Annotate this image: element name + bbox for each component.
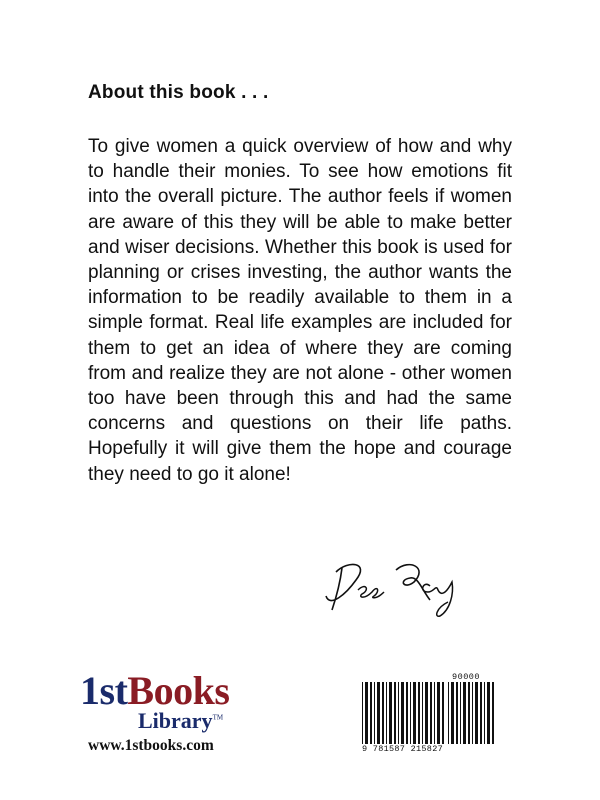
- barcode-bar: [377, 682, 380, 744]
- barcode-bar: [398, 682, 399, 744]
- barcode-bar: [442, 682, 444, 744]
- book-description: To give women a quick overview of how and why to handle their monies. To see how emotions fit into the overall picture. The author feels if women are aware of this they will be able to make better and wiser decisions. Whether this book is used for planning or crises investing, the author wants the information to be readily available to them in a simple format. Real life examples are included for them to get an idea of where they are coming from and realize they are not alone - other women too have been through this and had the same concerns and questions on their life paths. Hopefully it will give them the hope and courage they need to go it alone!: [88, 136, 512, 485]
- barcode-bar: [448, 682, 449, 744]
- logo-library: Library: [138, 708, 213, 733]
- barcode-supplement-bars: [448, 682, 494, 744]
- barcode-bar: [456, 682, 458, 744]
- author-signature: [318, 550, 478, 620]
- barcode-bar: [418, 682, 420, 744]
- barcode-bar: [451, 682, 454, 744]
- barcode-bar: [480, 682, 482, 744]
- barcode-isbn-digits: 9 781587 215827: [362, 744, 444, 754]
- publisher-website: www.1stbooks.com: [88, 737, 214, 754]
- logo-1st: 1st: [80, 668, 128, 713]
- heading: About this book . . .: [88, 82, 269, 103]
- barcode-bar: [425, 682, 428, 744]
- barcode-bar: [374, 682, 375, 744]
- barcode-bar: [484, 682, 485, 744]
- barcode-bar: [389, 682, 392, 744]
- logo-trademark: TM: [212, 713, 224, 722]
- barcode-bar: [430, 682, 432, 744]
- barcode-main-bars: [362, 682, 446, 744]
- barcode-bar: [365, 682, 368, 744]
- barcode-bar: [437, 682, 440, 744]
- barcode-price-code: 90000: [452, 672, 481, 682]
- barcode-bar: [475, 682, 478, 744]
- barcode-bar: [413, 682, 416, 744]
- barcode-bar: [487, 682, 490, 744]
- barcode-bar: [401, 682, 404, 744]
- barcode-bar: [362, 682, 363, 744]
- isbn-barcode: [362, 672, 494, 760]
- barcode-bar: [492, 682, 494, 744]
- barcode-bar: [463, 682, 466, 744]
- barcode-bar: [410, 682, 411, 744]
- barcode-bar: [382, 682, 384, 744]
- barcode-bar: [370, 682, 372, 744]
- barcode-bar: [406, 682, 408, 744]
- barcode-bar: [460, 682, 461, 744]
- logo-books: Books: [127, 668, 230, 713]
- barcode-bar: [386, 682, 387, 744]
- publisher-logo: [80, 670, 250, 740]
- barcode-bar: [472, 682, 473, 744]
- barcode-bar: [394, 682, 396, 744]
- barcode-bar: [434, 682, 435, 744]
- barcode-bar: [468, 682, 470, 744]
- barcode-bar: [422, 682, 423, 744]
